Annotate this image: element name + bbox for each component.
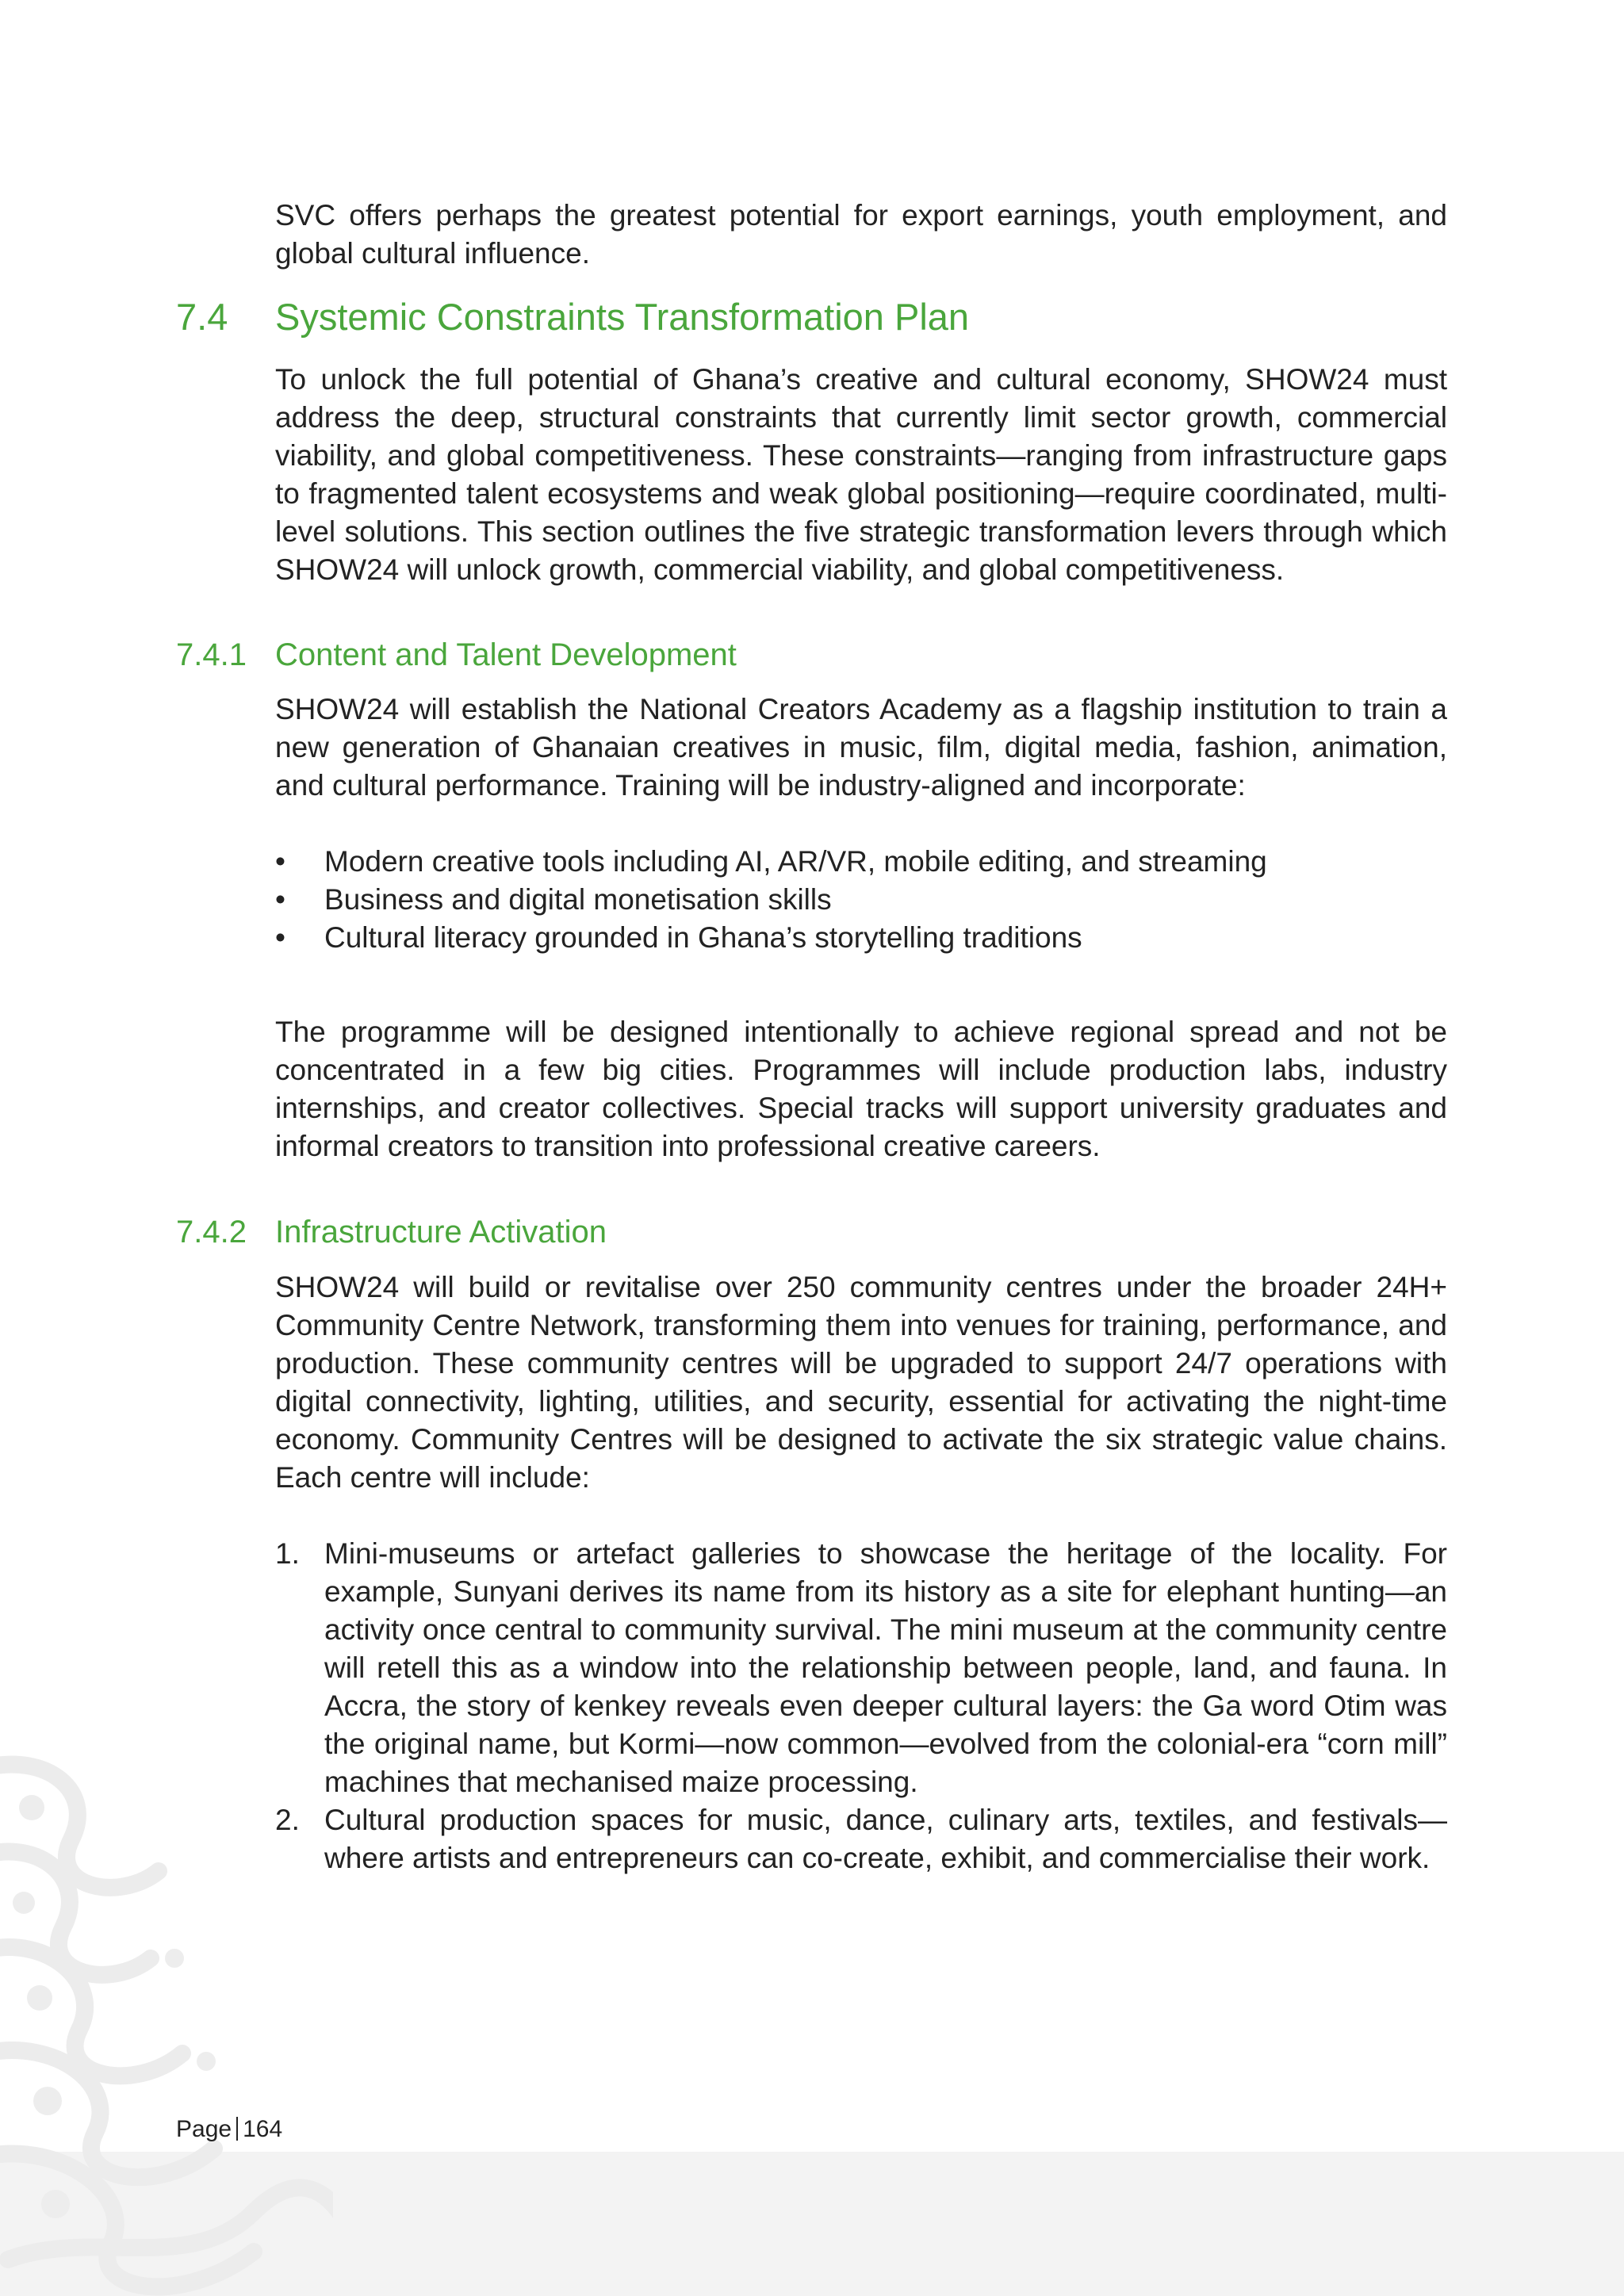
intro-paragraph: SVC offers perhaps the greatest potential for export earnings, youth employment, and global cultural influence. xyxy=(275,199,1447,270)
section-7-4-title: Systemic Constraints Transformation Plan xyxy=(275,296,970,338)
list-item: 2. Cultural production spaces for music, dance, culinary arts, textiles, and festivals—where artists and entrepreneurs can co-create, exhibit, and commercialise their work. xyxy=(275,1801,1447,1877)
section-7-4-body: To unlock the full potential of Ghana’s creative and cultural economy, SHOW24 must address the deep, structural constraints that currently limit sector growth, commercial viability, and global competitiveness. These constraints—ranging from infrastructure gaps to fragmented talent ecosystems and weak global positioning—require coordinated, multi-level solutions. This section outlines the five strategic transformation levers through which SHOW24 will unlock growth, commercial viability, and global competitiveness. xyxy=(275,363,1447,586)
section-7-4-number: 7.4 xyxy=(176,296,228,338)
list-item: • Modern creative tools including AI, AR/VR, mobile editing, and streaming xyxy=(275,843,1447,881)
section-7-4-2-title: Infrastructure Activation xyxy=(275,1215,607,1249)
section-7-4-2-number: 7.4.2 xyxy=(176,1215,247,1249)
section-7-4-1-closing: The programme will be designed intentionally to achieve regional spread and not be concentrated in a few big cities. Programmes will include production labs, industry internships, and creator collectives. Special tracks will support university graduates and informal creators to transition into professional creative careers. xyxy=(275,1016,1447,1162)
section-7-4-1-number: 7.4.1 xyxy=(176,637,247,672)
list-item: • Business and digital monetisation skills xyxy=(275,881,1447,919)
page-separator xyxy=(236,2117,238,2141)
page-label: Page xyxy=(176,2116,232,2142)
list-item: 1. Mini-museums or artefact galleries to showcase the heritage of the locality. For example, Sunyani derives its name from its history as a site for elephant hunting—an activity once central to community survival. The mini museum at the community centre will retell this as a window into the relationship between people, land, and fauna. In Accra, the story of kenkey reveals even deeper cultural layers: the Ga word Otim was the original name, but Kormi—now common—evolved from the colonial-era “corn mill” machines that mechanised maize processing. xyxy=(275,1535,1447,1801)
bullet-icon: • xyxy=(275,921,285,954)
section-7-4-2-body: SHOW24 will build or revitalise over 250 community centres under the broader 24H+ Community Centre Network, transforming them into venues for training, performance, and production. These community centres will be upgraded to support 24/7 operations with digital connectivity, lighting, utilities, and security, essential for activating the night-time economy. Community Centres will be designed to activate the six strategic value chains. Each centre will include: xyxy=(275,1271,1447,1494)
bullet-icon: • xyxy=(275,845,285,878)
page-number-footer xyxy=(176,2114,282,2145)
centre-features-list xyxy=(275,1535,1447,1877)
page-number: 164 xyxy=(243,2116,283,2142)
training-bullet-list xyxy=(275,843,1447,957)
list-item: • Cultural literacy grounded in Ghana’s storytelling traditions xyxy=(275,919,1447,957)
bullet-icon: • xyxy=(275,883,285,916)
list-number: 1. xyxy=(275,1537,300,1570)
section-7-4-1-body: SHOW24 will establish the National Creators Academy as a flagship institution to train a new generation of Ghanaian creatives in music, film, digital media, fashion, animation, and cultural performance. Training will be industry-aligned and incorporate: xyxy=(275,693,1447,802)
list-number: 2. xyxy=(275,1804,300,1836)
section-7-4-1-title: Content and Talent Development xyxy=(275,637,737,672)
